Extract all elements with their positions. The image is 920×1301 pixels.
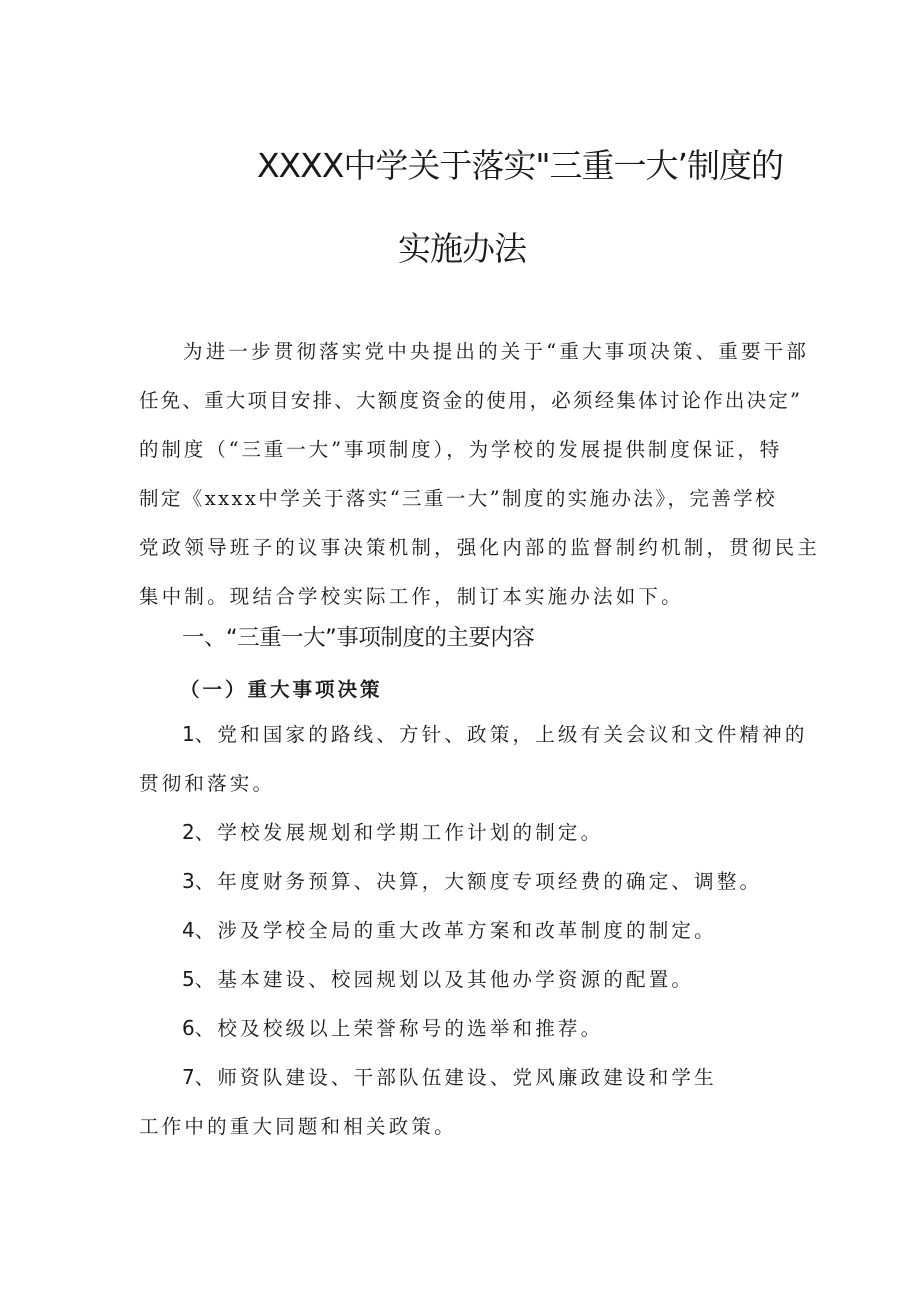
intro-line: 的制度（“三重一大”事项制度），为学校的发展提供制度保证，特 [139,438,783,461]
item-number: 2 [182,820,195,844]
list-item [139,1053,799,1151]
item-text-continued: 贯彻和落实。 [139,772,276,795]
item-text: 、年度财务预算、决算，大额度专项经费的确定、调整。 [194,870,763,893]
section-heading: 一、“三重一大”事项制度的主要内容 [182,625,535,651]
list-item [139,808,799,857]
list-item [139,857,799,906]
item-number: 6 [182,1016,195,1040]
document-title-line-1: XXXX中学关于落实"三重一大’制度的 [256,146,784,185]
list-item [139,906,799,955]
intro-line: 任免、重大项目安排、大额度资金的使用，必须经集体讨论作出决定” [139,389,803,412]
intro-paragraph [139,327,821,621]
item-text: 、涉及学校全局的重大改革方案和改革制度的制定。 [194,919,717,942]
intro-line: 党政领导班子的议事决策机制，强化内部的监督制约机制，贯彻民主 [139,536,821,559]
item-text: 、党和国家的路线、方针、政策，上级有关会议和文件精神的 [194,723,808,746]
intro-line: 为进一步贯彻落实党中央提出的关于“重大事项决策、重要干部 [183,340,810,363]
item-text-continued: 工作中的重大同题和相关政策。 [139,1115,457,1138]
item-number: 5 [182,967,195,991]
item-number: 4 [182,918,195,942]
list-item [139,1004,799,1053]
item-number: 3 [182,869,195,893]
document-title-line-2: 实施办法 [398,229,526,268]
intro-line: 制定《xxxx中学关于落实“三重一大”制度的实施办法》，完善学校 [139,487,777,510]
intro-line: 集中制。现结合学校实际工作，制订本实施办法如下。 [139,585,684,608]
item-text: 、校及校级以上荣誉称号的选举和推荐。 [194,1017,604,1040]
item-number: 1 [182,722,195,746]
subsection-heading: （一）重大事项决策 [180,678,383,701]
item-text: 、师资队建设、干部队伍建设、党风廉政建设和学生 [194,1066,717,1089]
item-text: 、基本建设、校园规划以及其他办学资源的配置。 [194,968,695,991]
item-number: 7 [182,1065,195,1089]
list-item [139,955,799,1004]
item-text: 、学校发展规划和学期工作计划的制定。 [194,821,604,844]
list-item [139,710,808,808]
